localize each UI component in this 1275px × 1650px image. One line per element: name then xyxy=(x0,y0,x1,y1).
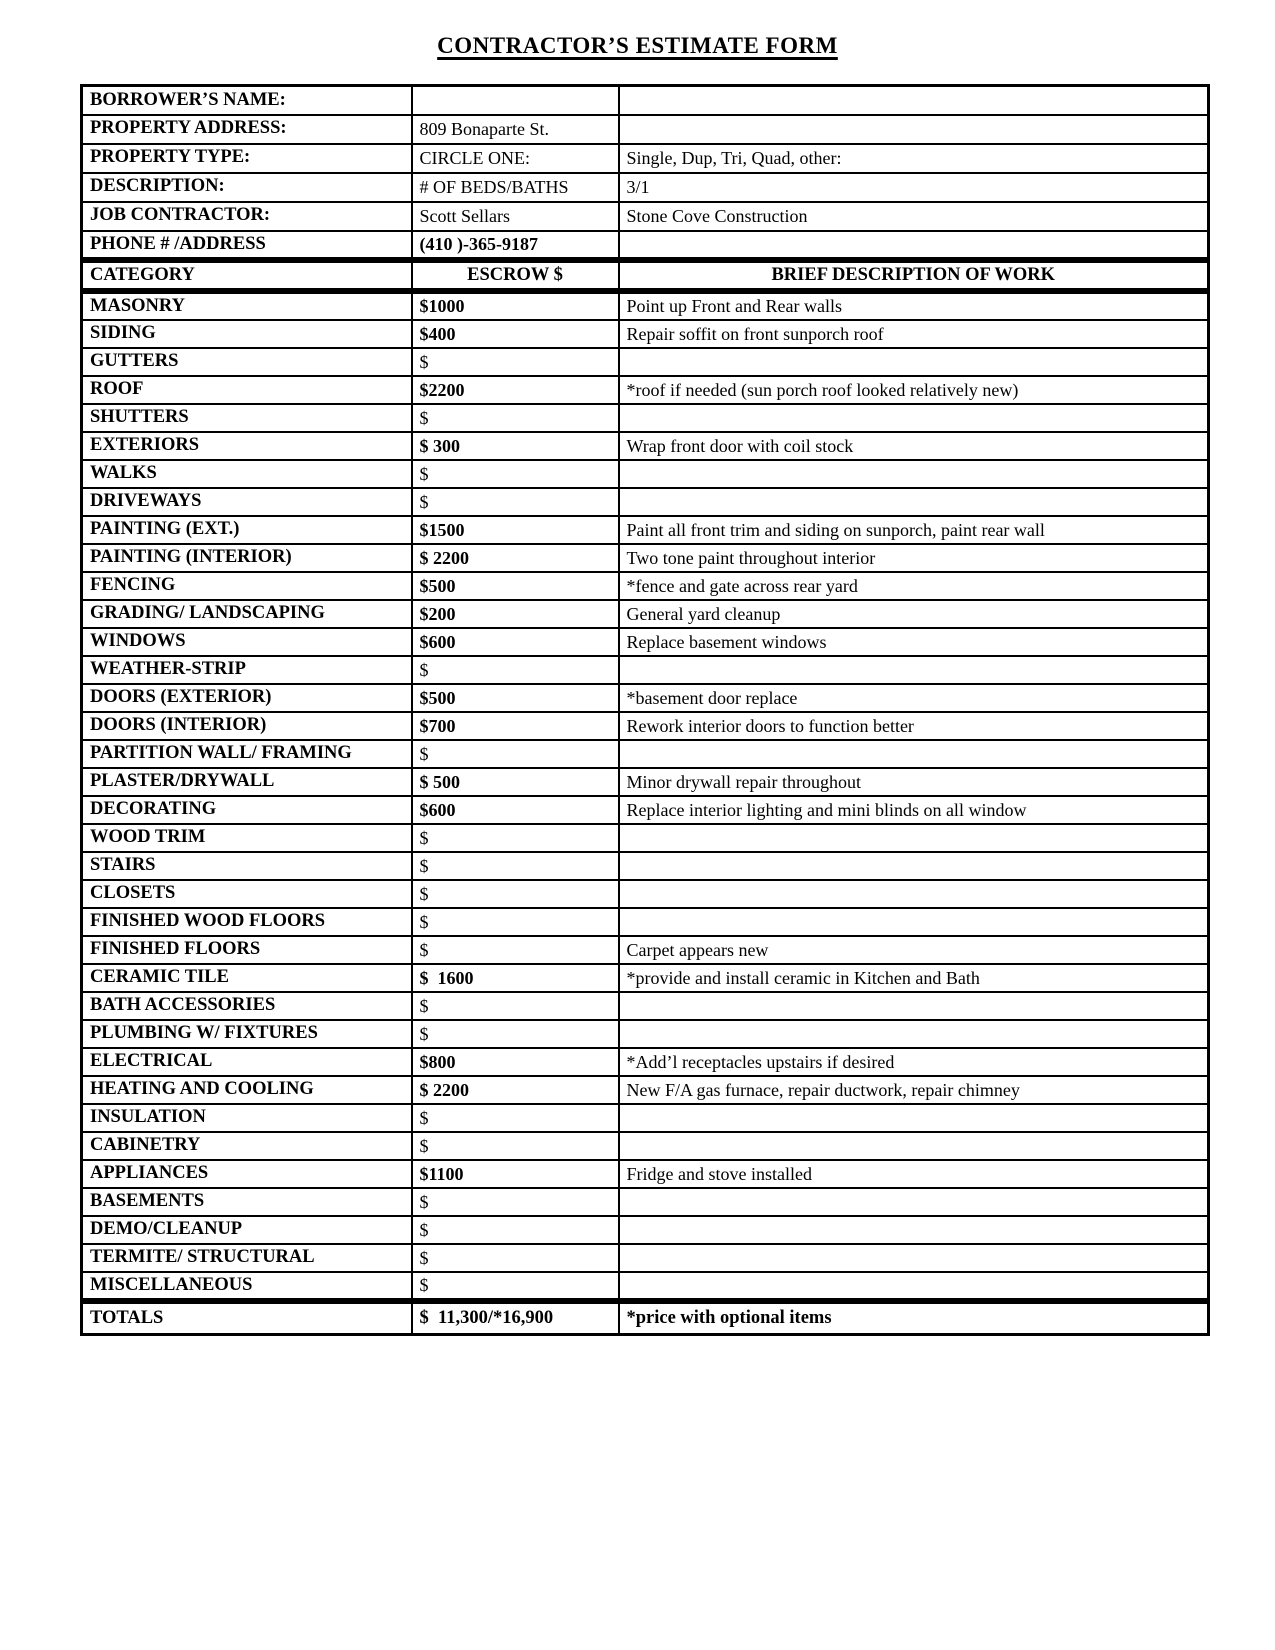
line-item-row xyxy=(82,936,1209,964)
category-cell: CERAMIC TILE xyxy=(82,964,412,992)
line-item-row xyxy=(82,348,1209,376)
escrow-cell: $600 xyxy=(412,796,619,824)
category-cell: INSULATION xyxy=(82,1104,412,1132)
description-cell xyxy=(619,1132,1209,1160)
category-cell: EXTERIORS xyxy=(82,432,412,460)
line-items-section xyxy=(82,291,1209,1301)
category-cell: PAINTING (INTERIOR) xyxy=(82,544,412,572)
line-item-row xyxy=(82,740,1209,768)
column-header-section xyxy=(82,260,1209,291)
info-extra xyxy=(619,86,1209,115)
escrow-cell: $600 xyxy=(412,628,619,656)
info-extra: Single, Dup, Tri, Quad, other: xyxy=(619,144,1209,173)
line-item-row xyxy=(82,796,1209,824)
line-item-row xyxy=(82,656,1209,684)
description-cell: Rework interior doors to function better xyxy=(619,712,1209,740)
category-cell: SHUTTERS xyxy=(82,404,412,432)
page-title: CONTRACTOR’S ESTIMATE FORM xyxy=(437,33,838,58)
description-cell xyxy=(619,404,1209,432)
escrow-cell: $ xyxy=(412,992,619,1020)
category-cell: ROOF xyxy=(82,376,412,404)
description-cell xyxy=(619,348,1209,376)
totals-note: *price with optional items xyxy=(619,1301,1209,1334)
description-cell: Carpet appears new xyxy=(619,936,1209,964)
category-cell: MISCELLANEOUS xyxy=(82,1272,412,1301)
description-cell: *roof if needed (sun porch roof looked relatively new) xyxy=(619,376,1209,404)
category-cell: STAIRS xyxy=(82,852,412,880)
escrow-cell: $ xyxy=(412,880,619,908)
info-extra: 3/1 xyxy=(619,173,1209,202)
description-cell: *provide and install ceramic in Kitchen and Bath xyxy=(619,964,1209,992)
category-cell: PLASTER/DRYWALL xyxy=(82,768,412,796)
line-item-row xyxy=(82,768,1209,796)
category-cell: GUTTERS xyxy=(82,348,412,376)
escrow-cell: $1100 xyxy=(412,1160,619,1188)
description-cell xyxy=(619,460,1209,488)
category-cell: DEMO/CLEANUP xyxy=(82,1216,412,1244)
column-header-row xyxy=(82,260,1209,291)
escrow-cell: $ 2200 xyxy=(412,1076,619,1104)
info-value: CIRCLE ONE: xyxy=(412,144,619,173)
line-item-row xyxy=(82,1244,1209,1272)
description-cell: Minor drywall repair throughout xyxy=(619,768,1209,796)
info-value xyxy=(412,86,619,115)
description-cell xyxy=(619,992,1209,1020)
escrow-cell: $ xyxy=(412,852,619,880)
category-cell: PLUMBING W/ FIXTURES xyxy=(82,1020,412,1048)
escrow-cell: $ 2200 xyxy=(412,544,619,572)
totals-escrow-value: $ 11,300/*16,900 xyxy=(412,1301,619,1334)
info-extra: Stone Cove Construction xyxy=(619,202,1209,231)
info-value: Scott Sellars xyxy=(412,202,619,231)
category-cell: DOORS (INTERIOR) xyxy=(82,712,412,740)
description-cell: Replace interior lighting and mini blinds on all window xyxy=(619,796,1209,824)
escrow-cell: $ xyxy=(412,1132,619,1160)
description-cell: Fridge and stove installed xyxy=(619,1160,1209,1188)
line-item-row xyxy=(82,320,1209,348)
escrow-cell: $ xyxy=(412,1188,619,1216)
description-cell xyxy=(619,908,1209,936)
description-cell: *basement door replace xyxy=(619,684,1209,712)
escrow-cell: $400 xyxy=(412,320,619,348)
escrow-cell: $1500 xyxy=(412,516,619,544)
info-label: JOB CONTRACTOR: xyxy=(82,202,412,231)
category-cell: PAINTING (EXT.) xyxy=(82,516,412,544)
category-cell: WALKS xyxy=(82,460,412,488)
description-cell xyxy=(619,1216,1209,1244)
line-item-row xyxy=(82,516,1209,544)
description-cell xyxy=(619,1244,1209,1272)
escrow-cell: $ xyxy=(412,908,619,936)
info-row xyxy=(82,202,1209,231)
info-row xyxy=(82,144,1209,173)
description-cell xyxy=(619,656,1209,684)
line-item-row xyxy=(82,1188,1209,1216)
escrow-cell: $ xyxy=(412,460,619,488)
escrow-cell: $ xyxy=(412,740,619,768)
category-cell: GRADING/ LANDSCAPING xyxy=(82,600,412,628)
info-section xyxy=(82,86,1209,260)
category-cell: APPLIANCES xyxy=(82,1160,412,1188)
info-label: DESCRIPTION: xyxy=(82,173,412,202)
escrow-cell: $2200 xyxy=(412,376,619,404)
escrow-cell: $700 xyxy=(412,712,619,740)
category-cell: WINDOWS xyxy=(82,628,412,656)
escrow-cell: $ xyxy=(412,824,619,852)
escrow-cell: $200 xyxy=(412,600,619,628)
info-label: PROPERTY TYPE: xyxy=(82,144,412,173)
line-item-row xyxy=(82,404,1209,432)
info-row xyxy=(82,231,1209,260)
line-item-row xyxy=(82,600,1209,628)
line-item-row xyxy=(82,1160,1209,1188)
category-cell: CLOSETS xyxy=(82,880,412,908)
description-cell xyxy=(619,740,1209,768)
totals-row xyxy=(82,1301,1209,1334)
category-cell: SIDING xyxy=(82,320,412,348)
description-cell: Replace basement windows xyxy=(619,628,1209,656)
description-cell xyxy=(619,852,1209,880)
description-cell: *Add’l receptacles upstairs if desired xyxy=(619,1048,1209,1076)
info-extra xyxy=(619,115,1209,144)
info-label: BORROWER’S NAME: xyxy=(82,86,412,115)
line-item-row xyxy=(82,488,1209,516)
category-cell: WOOD TRIM xyxy=(82,824,412,852)
category-cell: CABINETRY xyxy=(82,1132,412,1160)
line-item-row xyxy=(82,1076,1209,1104)
totals-section xyxy=(82,1301,1209,1334)
info-value: (410 )-365-9187 xyxy=(412,231,619,260)
escrow-cell: $ xyxy=(412,404,619,432)
description-cell xyxy=(619,488,1209,516)
escrow-cell: $ 300 xyxy=(412,432,619,460)
line-item-row xyxy=(82,628,1209,656)
escrow-column-header: ESCROW $ xyxy=(412,260,619,291)
line-item-row xyxy=(82,572,1209,600)
category-cell: HEATING AND COOLING xyxy=(82,1076,412,1104)
info-label: PHONE # /ADDRESS xyxy=(82,231,412,260)
category-cell: FINISHED FLOORS xyxy=(82,936,412,964)
line-item-row xyxy=(82,880,1209,908)
escrow-cell: $ xyxy=(412,488,619,516)
line-item-row xyxy=(82,432,1209,460)
line-item-row xyxy=(82,964,1209,992)
info-value: # OF BEDS/BATHS xyxy=(412,173,619,202)
line-item-row xyxy=(82,1216,1209,1244)
description-cell xyxy=(619,880,1209,908)
escrow-cell: $500 xyxy=(412,572,619,600)
escrow-cell: $ xyxy=(412,1216,619,1244)
description-cell xyxy=(619,1272,1209,1301)
description-cell: General yard cleanup xyxy=(619,600,1209,628)
line-item-row xyxy=(82,1020,1209,1048)
description-cell: Two tone paint throughout interior xyxy=(619,544,1209,572)
description-cell: Paint all front trim and siding on sunporch, paint rear wall xyxy=(619,516,1209,544)
escrow-cell: $1000 xyxy=(412,291,619,320)
line-item-row xyxy=(82,852,1209,880)
estimate-form-table xyxy=(80,84,1210,1336)
escrow-cell: $ xyxy=(412,1272,619,1301)
info-row xyxy=(82,173,1209,202)
escrow-cell: $ xyxy=(412,1020,619,1048)
escrow-cell: $ xyxy=(412,348,619,376)
category-cell: FENCING xyxy=(82,572,412,600)
info-extra xyxy=(619,231,1209,260)
line-item-row xyxy=(82,291,1209,320)
category-cell: DOORS (EXTERIOR) xyxy=(82,684,412,712)
category-cell: TERMITE/ STRUCTURAL xyxy=(82,1244,412,1272)
category-cell: WEATHER-STRIP xyxy=(82,656,412,684)
category-cell: PARTITION WALL/ FRAMING xyxy=(82,740,412,768)
category-cell: BASEMENTS xyxy=(82,1188,412,1216)
info-row xyxy=(82,86,1209,115)
line-item-row xyxy=(82,376,1209,404)
line-item-row xyxy=(82,544,1209,572)
category-cell: DRIVEWAYS xyxy=(82,488,412,516)
description-cell: Wrap front door with coil stock xyxy=(619,432,1209,460)
category-column-header: CATEGORY xyxy=(82,260,412,291)
line-item-row xyxy=(82,908,1209,936)
description-cell xyxy=(619,824,1209,852)
description-cell xyxy=(619,1020,1209,1048)
category-cell: FINISHED WOOD FLOORS xyxy=(82,908,412,936)
description-cell: *fence and gate across rear yard xyxy=(619,572,1209,600)
line-item-row xyxy=(82,992,1209,1020)
description-cell: Point up Front and Rear walls xyxy=(619,291,1209,320)
totals-label: TOTALS xyxy=(82,1301,412,1334)
line-item-row xyxy=(82,1272,1209,1301)
escrow-cell: $ xyxy=(412,1244,619,1272)
escrow-cell: $ xyxy=(412,936,619,964)
escrow-cell: $ xyxy=(412,656,619,684)
category-cell: BATH ACCESSORIES xyxy=(82,992,412,1020)
line-item-row xyxy=(82,1104,1209,1132)
description-cell: New F/A gas furnace, repair ductwork, repair chimney xyxy=(619,1076,1209,1104)
line-item-row xyxy=(82,460,1209,488)
escrow-cell: $ 1600 xyxy=(412,964,619,992)
escrow-cell: $ 500 xyxy=(412,768,619,796)
info-value: 809 Bonaparte St. xyxy=(412,115,619,144)
line-item-row xyxy=(82,684,1209,712)
category-cell: DECORATING xyxy=(82,796,412,824)
description-cell: Repair soffit on front sunporch roof xyxy=(619,320,1209,348)
category-cell: MASONRY xyxy=(82,291,412,320)
info-row xyxy=(82,115,1209,144)
line-item-row xyxy=(82,1132,1209,1160)
category-cell: ELECTRICAL xyxy=(82,1048,412,1076)
escrow-cell: $ xyxy=(412,1104,619,1132)
description-cell xyxy=(619,1104,1209,1132)
description-column-header: BRIEF DESCRIPTION OF WORK xyxy=(619,260,1209,291)
description-cell xyxy=(619,1188,1209,1216)
line-item-row xyxy=(82,1048,1209,1076)
info-label: PROPERTY ADDRESS: xyxy=(82,115,412,144)
escrow-cell: $500 xyxy=(412,684,619,712)
line-item-row xyxy=(82,712,1209,740)
escrow-cell: $800 xyxy=(412,1048,619,1076)
line-item-row xyxy=(82,824,1209,852)
